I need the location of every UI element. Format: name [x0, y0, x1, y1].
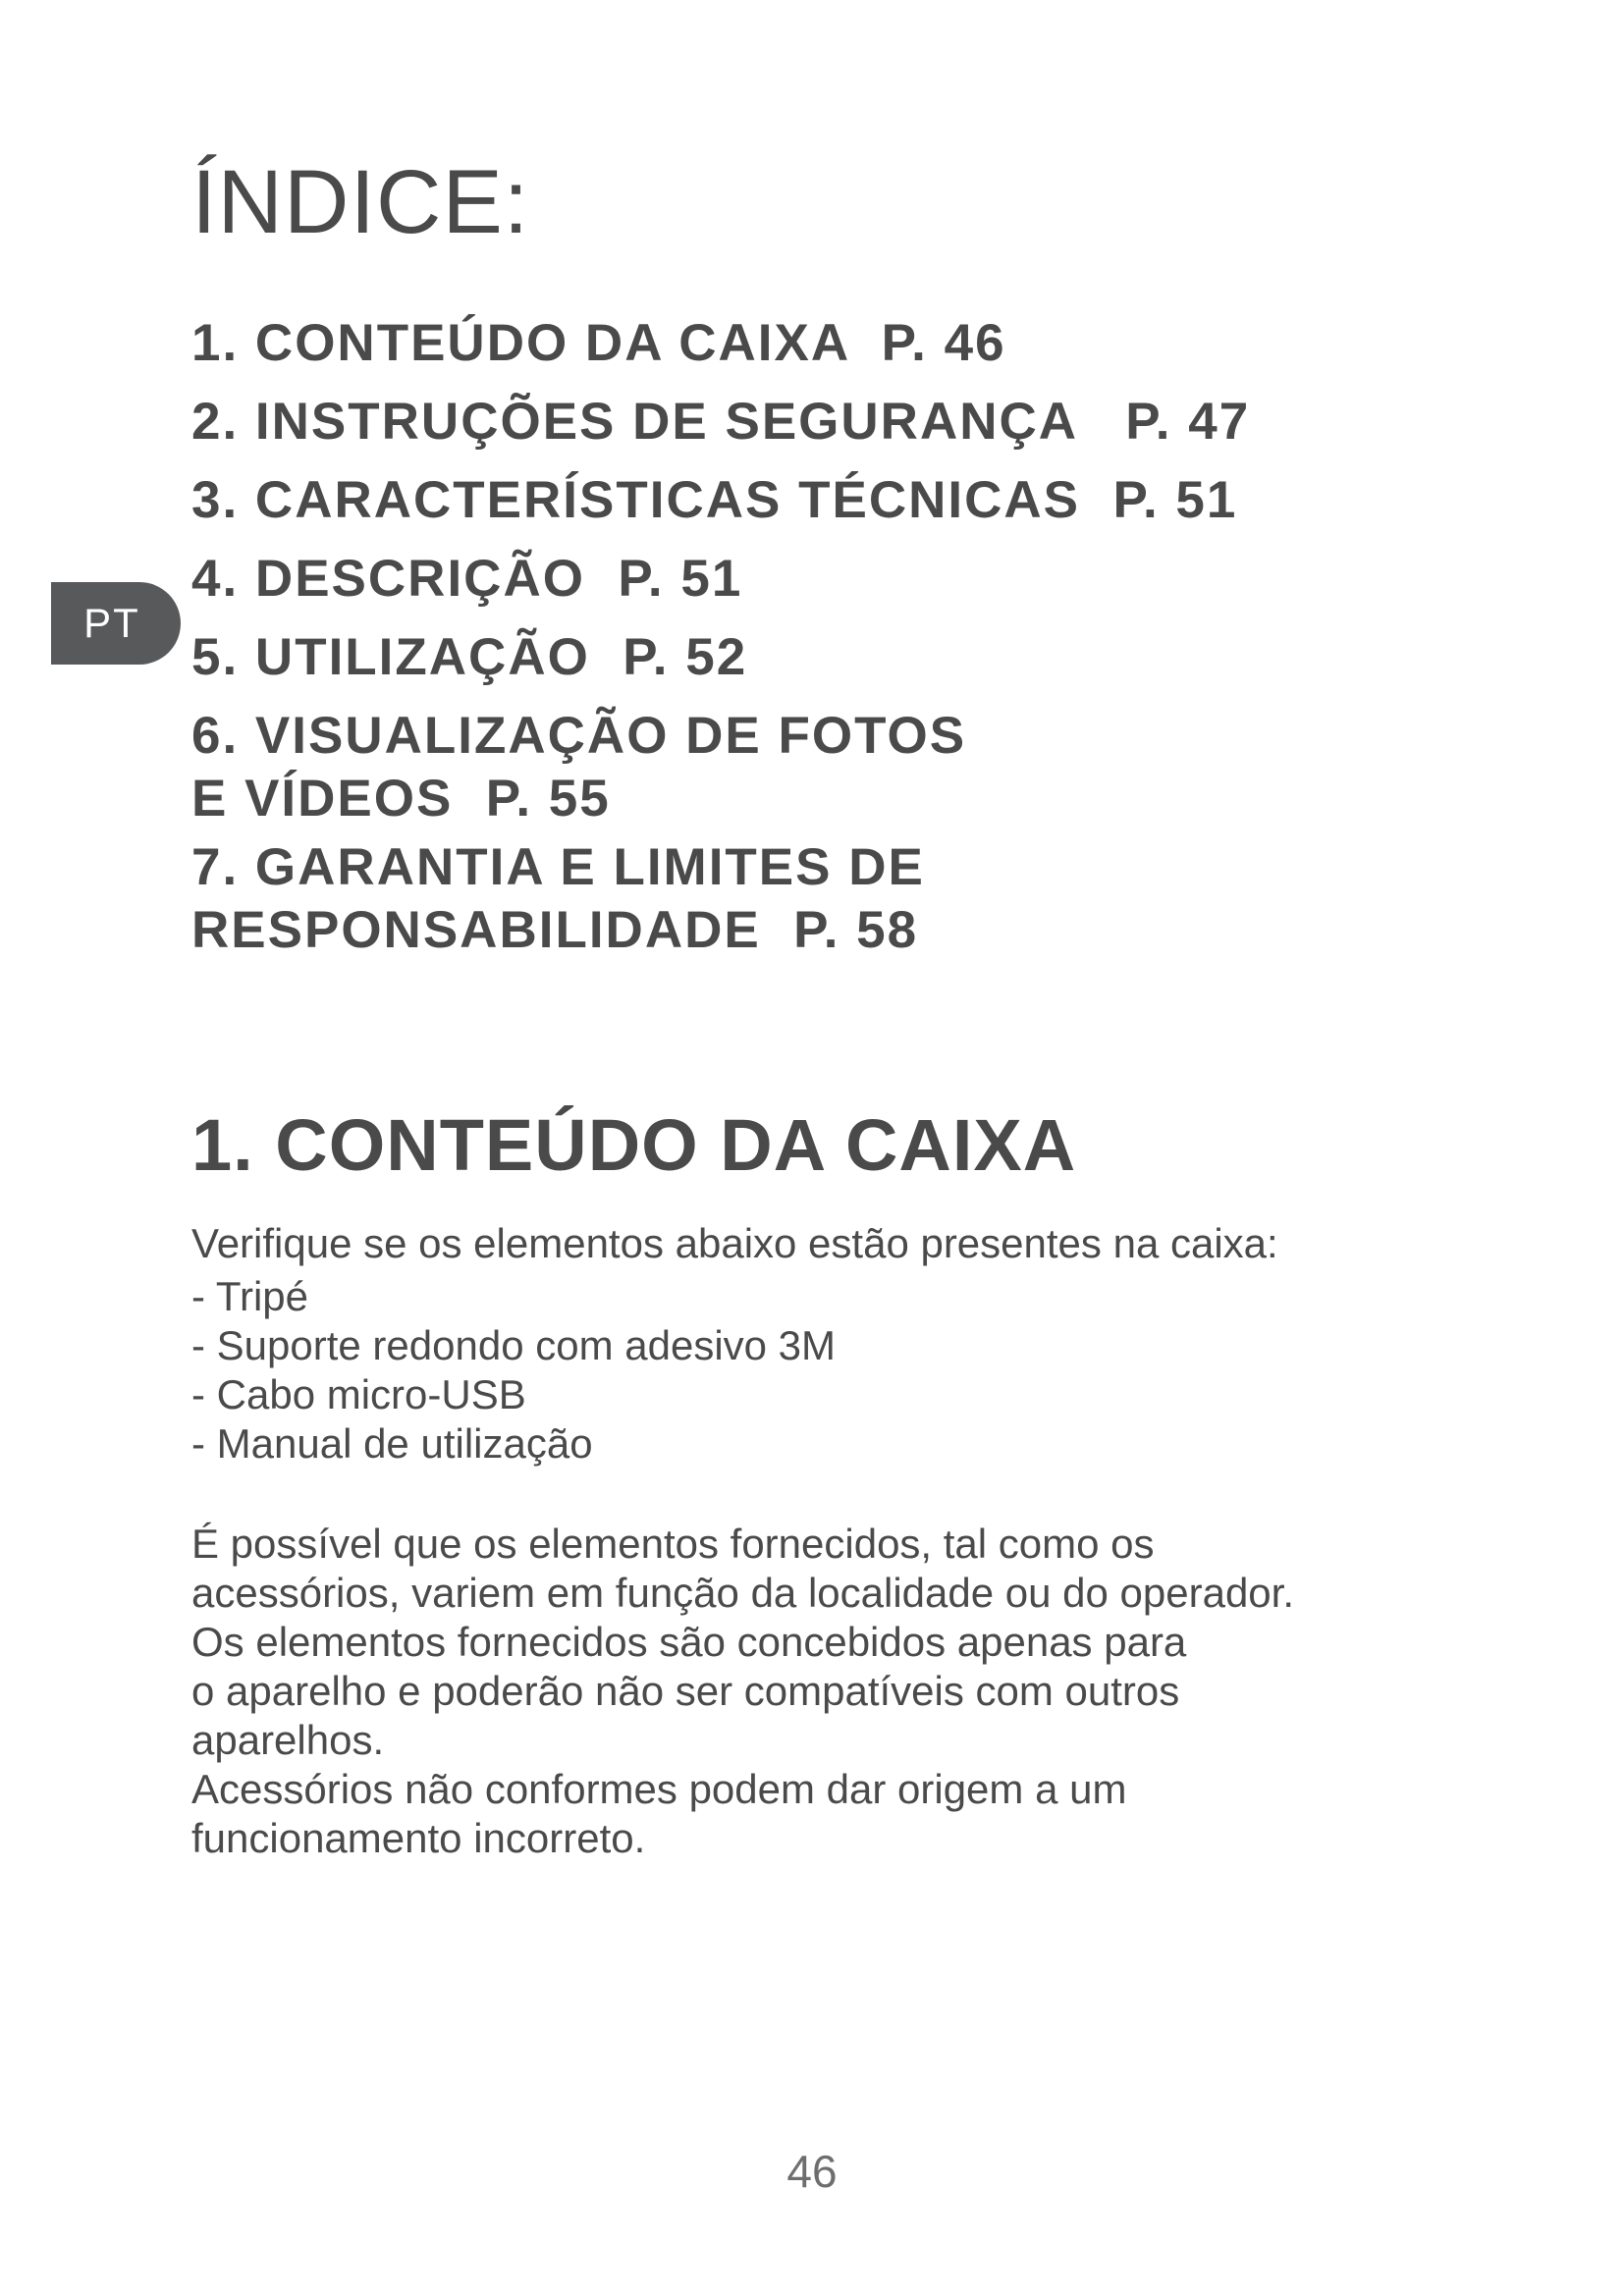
- section-body: [191, 1520, 1468, 1863]
- list-item: - Suporte redondo com adesivo 3M: [191, 1322, 837, 1368]
- list-item: - Manual de utilização: [191, 1420, 593, 1467]
- section-title: 1. CONTEÚDO DA CAIXA: [191, 1104, 1077, 1186]
- toc-item-2[interactable]: 2. INSTRUÇÕES DE SEGURANÇA P. 47: [191, 393, 1251, 451]
- toc-item-5[interactable]: 5. UTILIZAÇÃO P. 52: [191, 628, 748, 686]
- table-of-contents: [191, 312, 1250, 962]
- toc-item-6[interactable]: 6. VISUALIZAÇÃO DE FOTOS: [191, 707, 967, 765]
- toc-item-6-continued[interactable]: E VÍDEOS P. 55: [191, 770, 611, 828]
- paragraph-accessories: É possível que os elementos fornecidos, tal como os acessórios, variem em função da localidade ou do operador. Os elementos fornecidos são concebidos apenas para o aparelho e poderão não ser compatíveis com outros aparelhos.: [191, 1521, 1295, 1763]
- language-tab: PT: [51, 582, 181, 665]
- toc-item-7[interactable]: 7. GARANTIA E LIMITES DE: [191, 838, 925, 896]
- toc-item-7-continued[interactable]: RESPONSABILIDADE P. 58: [191, 901, 919, 959]
- paragraph-nonconforming: Acessórios não conformes podem dar origem a um funcionamento incorreto.: [191, 1766, 1127, 1861]
- page-title: ÍNDICE:: [191, 152, 530, 252]
- box-contents-list: [191, 1272, 836, 1468]
- list-item: - Tripé: [191, 1273, 309, 1319]
- page-number: 46: [786, 2146, 838, 2197]
- toc-item-1[interactable]: 1. CONTEÚDO DA CAIXA P. 46: [191, 314, 1006, 372]
- list-item: - Cabo micro-USB: [191, 1371, 526, 1417]
- section-intro: Verifique se os elementos abaixo estão presentes na caixa:: [191, 1220, 1278, 1266]
- toc-item-3[interactable]: 3. CARACTERÍSTICAS TÉCNICAS P. 51: [191, 471, 1238, 529]
- toc-item-4[interactable]: 4. DESCRIÇÃO P. 51: [191, 550, 743, 608]
